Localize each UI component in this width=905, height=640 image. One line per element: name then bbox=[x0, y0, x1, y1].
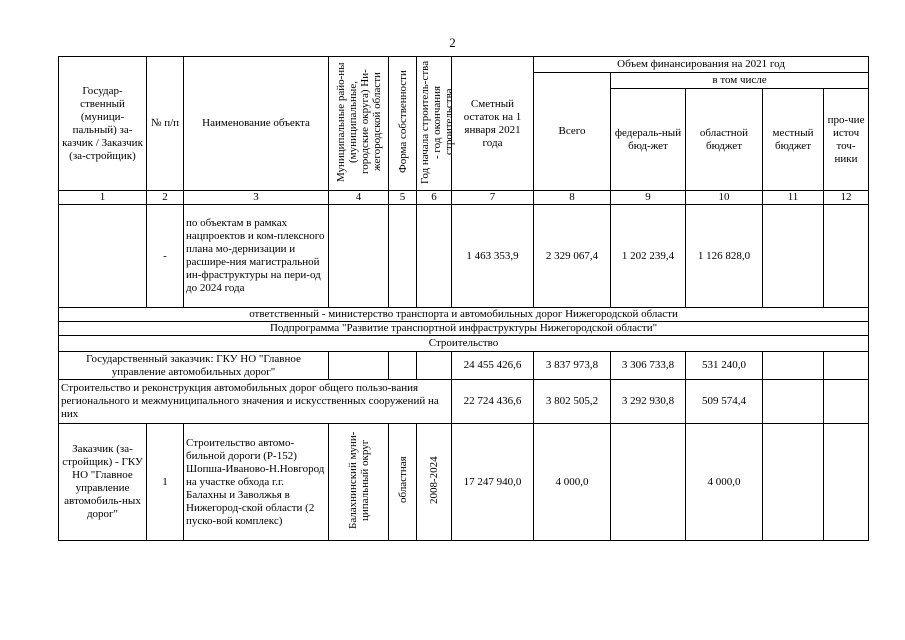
cell-object-name: по объектам в рамках нацпроектов и ком-плексного плана мо-дернизации и расшире-ния магистральной ин-фраструктуры на пери-од до 2024 года bbox=[184, 205, 329, 308]
cell-empty bbox=[417, 205, 452, 308]
cell-years: 2008-2024 bbox=[428, 456, 440, 504]
subprogram-text: Подпрограмма "Развитие транспортной инфраструктуры Нижегородской области" bbox=[59, 322, 869, 336]
cell-empty bbox=[389, 205, 417, 308]
header-balance: Сметный остаток на 1 января 2021 года bbox=[452, 57, 534, 191]
header-customer: Государ-ственный (муници-пальный) за-казчик / Заказчик (за-стройщик) bbox=[59, 57, 147, 191]
cell-ownership-cell bbox=[389, 424, 417, 541]
column-number: 8 bbox=[534, 191, 611, 205]
header-total: Всего bbox=[534, 73, 611, 191]
cell-years-cell bbox=[417, 424, 452, 541]
cell-empty bbox=[824, 205, 869, 308]
table-row-construction bbox=[59, 336, 869, 352]
cell-empty bbox=[763, 380, 824, 424]
cell-empty bbox=[763, 205, 824, 308]
cell-customer: Заказчик (за-стройщик) - ГКУ НО "Главное управление автомобиль-ных дорог" bbox=[59, 424, 147, 541]
cell-empty bbox=[389, 352, 417, 380]
page-number: 2 bbox=[449, 35, 456, 50]
cell-regional: 4 000,0 bbox=[686, 424, 763, 541]
cell-total: 3 802 505,2 bbox=[534, 380, 611, 424]
table-row-responsible bbox=[59, 308, 869, 322]
cell-regional: 1 126 828,0 bbox=[686, 205, 763, 308]
header-regional: областной бюджет bbox=[686, 89, 763, 191]
cell-federal: 3 292 930,8 bbox=[611, 380, 686, 424]
cell-empty bbox=[824, 424, 869, 541]
table-row-subprogram bbox=[59, 322, 869, 336]
table-row-object-1 bbox=[59, 424, 869, 541]
table-row-nat-projects bbox=[59, 205, 869, 308]
cell-balance: 24 455 426,6 bbox=[452, 352, 534, 380]
cell-empty bbox=[611, 424, 686, 541]
header-years-cell bbox=[417, 57, 455, 191]
header-ownership-cell bbox=[389, 57, 417, 191]
cell-federal: 3 306 733,8 bbox=[611, 352, 686, 380]
table-row-state-customer bbox=[59, 352, 869, 380]
header-object-name: Наименование объекта bbox=[184, 57, 329, 191]
cell-empty bbox=[329, 352, 389, 380]
column-number: 7 bbox=[452, 191, 534, 205]
header-local: местный бюджет bbox=[763, 89, 824, 191]
cell-empty bbox=[824, 380, 869, 424]
cell-balance: 17 247 940,0 bbox=[452, 424, 534, 541]
header-municipality-cell bbox=[329, 57, 389, 191]
column-number: 4 bbox=[329, 191, 389, 205]
cell-ownership: областная bbox=[396, 456, 409, 504]
column-number: 11 bbox=[763, 191, 824, 205]
cell-regional: 531 240,0 bbox=[686, 352, 763, 380]
cell-empty bbox=[59, 205, 147, 308]
cell-empty bbox=[763, 352, 824, 380]
financing-table bbox=[58, 56, 869, 541]
cell-federal: 1 202 239,4 bbox=[611, 205, 686, 308]
cell-empty bbox=[824, 352, 869, 380]
cell-empty bbox=[417, 352, 452, 380]
header-ownership: Форма собственности bbox=[396, 70, 409, 173]
cell-num: - bbox=[147, 205, 184, 308]
header-num: № п/п bbox=[147, 57, 184, 191]
cell-total: 4 000,0 bbox=[534, 424, 611, 541]
header-row-1 bbox=[59, 57, 869, 73]
cell-num: 1 bbox=[147, 424, 184, 541]
column-number: 5 bbox=[389, 191, 417, 205]
cell-balance: 1 463 353,9 bbox=[452, 205, 534, 308]
cell-municipality: Балахнинский муни-ципальный округ bbox=[346, 431, 371, 529]
header-funding-title: Объем финансирования на 2021 год bbox=[534, 57, 869, 73]
header-federal: федераль-ный бюд-жет bbox=[611, 89, 686, 191]
cell-empty bbox=[329, 205, 389, 308]
cell-total: 2 329 067,4 bbox=[534, 205, 611, 308]
cell-object-name: Строительство автомо-бильной дороги (Р-152) Шопша-Иваново-Н.Новгород на участке обхода г.г. Балахны и Заволжья в Нижегород-ской области (2 пуско-вой комплекс) bbox=[184, 424, 329, 541]
header-municipality: Муниципальные райо-ны (муниципальные, городские округа) Ни-жегородской области bbox=[334, 61, 383, 182]
column-number: 3 bbox=[184, 191, 329, 205]
state-customer-label: Государственный заказчик: ГКУ НО "Главное управление автомобильных дорог" bbox=[59, 352, 329, 380]
header-other: про-чие источ точ-ники bbox=[824, 89, 869, 191]
construction-text: Строительство bbox=[59, 336, 869, 352]
column-number: 10 bbox=[686, 191, 763, 205]
header-years: Год начала строитель-ства - год окончания строительства bbox=[419, 59, 455, 184]
header-including: в том числе bbox=[611, 73, 869, 89]
cell-regional: 509 574,4 bbox=[686, 380, 763, 424]
cell-total: 3 837 973,8 bbox=[534, 352, 611, 380]
roads-label: Строительство и реконструкция автомобильных дорог общего пользо-вания регионального и межмуниципального значения и искусственных сооружений на них bbox=[59, 380, 452, 424]
responsible-text: ответственный - министерство транспорта и автомобильных дорог Нижегородской области bbox=[59, 308, 869, 322]
cell-balance: 22 724 436,6 bbox=[452, 380, 534, 424]
column-number: 2 bbox=[147, 191, 184, 205]
column-number: 6 bbox=[417, 191, 452, 205]
column-number: 9 bbox=[611, 191, 686, 205]
column-number: 1 bbox=[59, 191, 147, 205]
column-number-row bbox=[59, 191, 869, 205]
column-number: 12 bbox=[824, 191, 869, 205]
cell-municipality-cell bbox=[329, 424, 389, 541]
table-row-roads bbox=[59, 380, 869, 424]
cell-empty bbox=[763, 424, 824, 541]
